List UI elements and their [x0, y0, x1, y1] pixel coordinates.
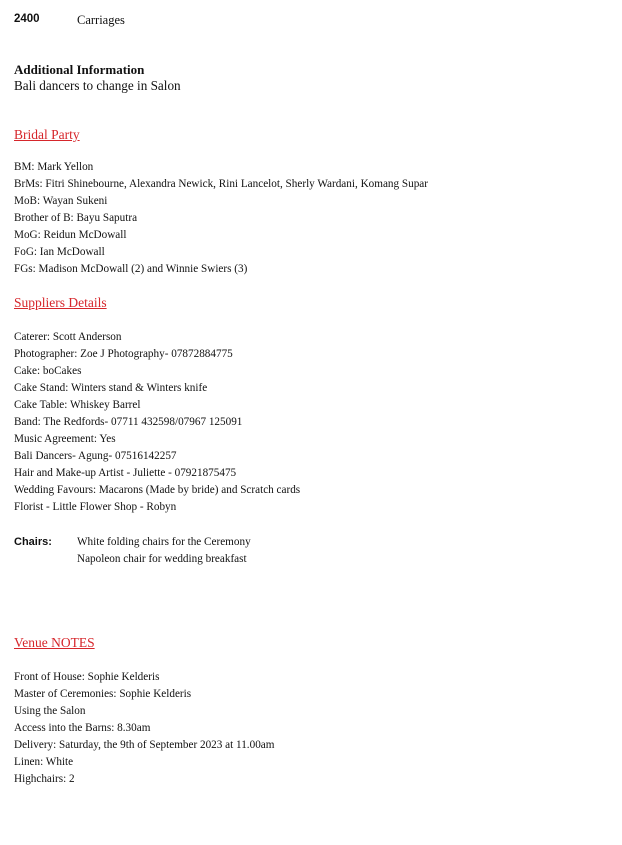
list-item: Napoleon chair for wedding breakfast: [77, 553, 247, 565]
list-item: Bali Dancers- Agung- 07516142257: [14, 450, 177, 462]
additional-info-title: Additional Information: [14, 62, 145, 77]
list-item: FGs: Madison McDowall (2) and Winnie Swiers (3): [14, 263, 248, 275]
chairs-label: Chairs:: [14, 536, 52, 548]
list-item: Photographer: Zoe J Photography- 07872884775: [14, 348, 233, 360]
list-item: Cake Stand: Winters stand & Winters knife: [14, 382, 208, 394]
list-item: Highchairs: 2: [14, 773, 75, 785]
suppliers-heading: Suppliers Details: [14, 295, 107, 310]
list-item: BM: Mark Yellon: [14, 161, 94, 173]
list-item: Hair and Make-up Artist - Juliette - 07921875475: [14, 467, 237, 479]
list-item: Master of Ceremonies: Sophie Kelderis: [14, 688, 192, 700]
list-item: Brother of B: Bayu Saputra: [14, 212, 138, 224]
list-item: Caterer: Scott Anderson: [14, 331, 122, 343]
schedule-time: 2400: [14, 13, 40, 25]
list-item: Delivery: Saturday, the 9th of September 2023 at 11.00am: [14, 739, 275, 751]
suppliers-list: [14, 329, 300, 516]
list-item: Cake: boCakes: [14, 365, 82, 377]
list-item: Access into the Barns: 8.30am: [14, 722, 151, 734]
list-item: FoG: Ian McDowall: [14, 246, 105, 258]
venue-notes-heading: Venue NOTES: [14, 635, 95, 650]
bridal-party-list: [14, 159, 428, 278]
list-item: Cake Table: Whiskey Barrel: [14, 399, 141, 411]
list-item: White folding chairs for the Ceremony: [77, 536, 251, 548]
list-item: MoB: Wayan Sukeni: [14, 195, 108, 207]
schedule-label: Carriages: [77, 13, 125, 27]
chairs-list: [77, 534, 251, 568]
list-item: MoG: Reidun McDowall: [14, 229, 127, 241]
list-item: BrMs: Fitri Shinebourne, Alexandra Newick, Rini Lancelot, Sherly Wardani, Komang Supar: [14, 178, 428, 190]
list-item: Wedding Favours: Macarons (Made by bride) and Scratch cards: [14, 484, 301, 496]
list-item: Music Agreement: Yes: [14, 433, 116, 445]
list-item: Using the Salon: [14, 705, 86, 717]
bridal-party-heading: Bridal Party: [14, 127, 80, 142]
list-item: Florist - Little Flower Shop - Robyn: [14, 501, 177, 513]
list-item: Band: The Redfords- 07711 432598/07967 125091: [14, 416, 243, 428]
additional-info-body: Bali dancers to change in Salon: [14, 78, 181, 93]
venue-notes-list: [14, 669, 274, 788]
list-item: Linen: White: [14, 756, 74, 768]
list-item: Front of House: Sophie Kelderis: [14, 671, 160, 683]
